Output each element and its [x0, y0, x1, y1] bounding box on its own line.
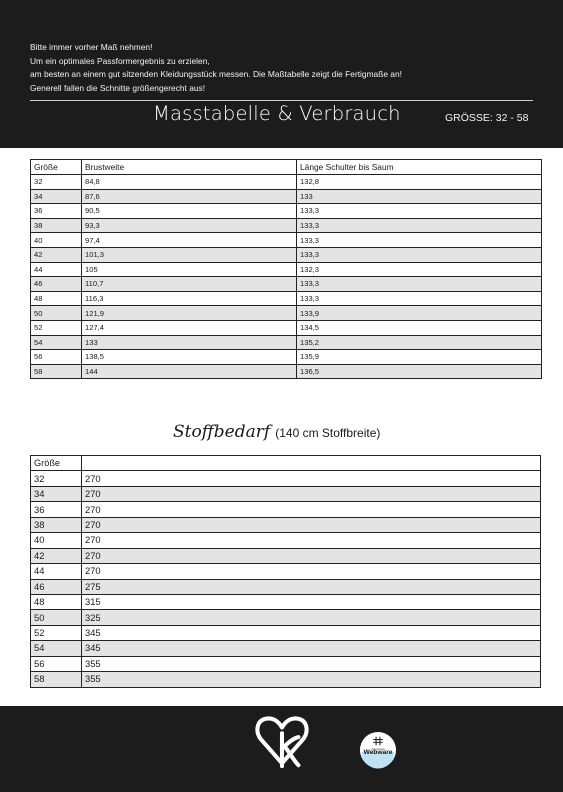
table-row — [31, 350, 542, 365]
table-row — [31, 364, 542, 379]
value-cell: 144 — [82, 364, 297, 379]
measurement-table — [30, 159, 542, 379]
value-cell: 133,3 — [297, 247, 542, 262]
table-row — [31, 189, 542, 204]
size-cell: 58 — [31, 672, 82, 687]
size-cell: 36 — [31, 204, 82, 219]
table-row — [31, 579, 541, 594]
size-cell: 40 — [31, 533, 82, 548]
value-cell: 345 — [82, 641, 541, 656]
intro-line: am besten an einem gut sitzenden Kleidungsstück messen. Die Maßtabelle zeigt die Fertigmaße an! — [30, 69, 402, 79]
size-cell: 46 — [31, 579, 82, 594]
table-row — [31, 610, 541, 625]
table-row — [31, 277, 542, 292]
value-cell: 136,5 — [297, 364, 542, 379]
value-cell: 133,3 — [297, 233, 542, 248]
value-cell: 133,9 — [297, 306, 542, 321]
table-header-row — [31, 456, 541, 471]
size-cell: 38 — [31, 218, 82, 233]
table-row — [31, 175, 542, 190]
value-cell: 270 — [82, 517, 541, 532]
table-row — [31, 502, 541, 517]
value-cell: 133 — [82, 335, 297, 350]
value-cell: 87,6 — [82, 189, 297, 204]
table-row — [31, 517, 541, 532]
value-cell: 134,5 — [297, 320, 542, 335]
table-row — [31, 548, 541, 563]
table-row — [31, 233, 542, 248]
intro-line: Um ein optimales Passformergebnis zu erzielen, — [30, 55, 210, 66]
size-cell: 38 — [31, 517, 82, 532]
header-cell-size: Größe — [31, 160, 82, 175]
header-banner — [0, 0, 563, 148]
value-cell: 133,3 — [297, 218, 542, 233]
value-cell: 133 — [297, 189, 542, 204]
table-row — [31, 656, 541, 671]
value-cell: 135,9 — [297, 350, 542, 365]
value-cell: 105 — [82, 262, 297, 277]
size-cell: 50 — [31, 610, 82, 625]
size-cell: 34 — [31, 189, 82, 204]
fabric-heading — [173, 422, 380, 442]
value-cell: 133,3 — [297, 291, 542, 306]
size-cell: 56 — [31, 656, 82, 671]
table-row — [31, 672, 541, 687]
value-cell: 116,3 — [82, 291, 297, 306]
value-cell: 325 — [82, 610, 541, 625]
table-row — [31, 471, 541, 486]
table-row — [31, 564, 541, 579]
size-cell: 42 — [31, 548, 82, 563]
size-cell: 42 — [31, 247, 82, 262]
badge-label: Webware — [363, 748, 393, 756]
size-cell: 48 — [31, 594, 82, 609]
fabric-width-note: (140 cm Stoffbreite) — [275, 426, 381, 440]
fabric-table — [30, 455, 541, 688]
size-cell: 48 — [31, 291, 82, 306]
value-cell: 355 — [82, 656, 541, 671]
intro-line: Generell fallen die Schnitte größengerecht aus! — [30, 82, 206, 93]
table-row — [31, 594, 541, 609]
value-cell: 135,2 — [297, 335, 542, 350]
value-cell: 138,5 — [82, 350, 297, 365]
table-row — [31, 625, 541, 640]
table-row — [31, 204, 542, 219]
table-row — [31, 306, 542, 321]
value-cell: 270 — [82, 471, 541, 486]
size-cell: 40 — [31, 233, 82, 248]
value-cell: 93,3 — [82, 218, 297, 233]
value-cell: 127,4 — [82, 320, 297, 335]
size-range-label: GRÖSSE: 32 - 58 — [445, 112, 529, 124]
header-cell-size: Größe — [31, 456, 82, 471]
header-cell-amount — [82, 456, 541, 471]
header-divider — [30, 100, 533, 101]
value-cell: 132,8 — [297, 175, 542, 190]
value-cell: 270 — [82, 564, 541, 579]
intro-text — [30, 41, 540, 95]
size-cell: 56 — [31, 350, 82, 365]
value-cell: 97,4 — [82, 233, 297, 248]
size-cell: 52 — [31, 625, 82, 640]
value-cell: 355 — [82, 672, 541, 687]
value-cell: 133,3 — [297, 204, 542, 219]
size-cell: 54 — [31, 641, 82, 656]
table-row — [31, 533, 541, 548]
value-cell: 90,5 — [82, 204, 297, 219]
size-cell: 44 — [31, 564, 82, 579]
value-cell: 110,7 — [82, 277, 297, 292]
value-cell: 270 — [82, 548, 541, 563]
intro-line: Bitte immer vorher Maß nehmen! — [30, 42, 153, 52]
table-row — [31, 262, 542, 277]
size-cell: 34 — [31, 486, 82, 501]
value-cell: 270 — [82, 533, 541, 548]
value-cell: 345 — [82, 625, 541, 640]
table-row — [31, 486, 541, 501]
page-title: Masstabelle & Verbrauch — [153, 102, 401, 125]
value-cell: 121,9 — [82, 306, 297, 321]
value-cell: 132,3 — [297, 262, 542, 277]
header-cell-length: Länge Schulter bis Saum — [297, 160, 542, 175]
value-cell: 270 — [82, 502, 541, 517]
webware-badge-icon — [359, 731, 397, 769]
size-cell: 50 — [31, 306, 82, 321]
table-row — [31, 291, 542, 306]
table-header-row — [31, 160, 542, 175]
table-row — [31, 320, 542, 335]
value-cell: 101,3 — [82, 247, 297, 262]
size-cell: 44 — [31, 262, 82, 277]
size-cell: 58 — [31, 364, 82, 379]
size-cell: 52 — [31, 320, 82, 335]
value-cell: 133,3 — [297, 277, 542, 292]
size-cell: 46 — [31, 277, 82, 292]
size-cell: 32 — [31, 175, 82, 190]
table-row — [31, 218, 542, 233]
value-cell: 84,8 — [82, 175, 297, 190]
heart-k-logo-icon — [253, 712, 311, 770]
size-cell: 36 — [31, 502, 82, 517]
table-row — [31, 335, 542, 350]
header-cell-chest: Brustweite — [82, 160, 297, 175]
value-cell: 270 — [82, 486, 541, 501]
table-row — [31, 247, 542, 262]
size-cell: 32 — [31, 471, 82, 486]
table-row — [31, 641, 541, 656]
size-cell: 54 — [31, 335, 82, 350]
value-cell: 315 — [82, 594, 541, 609]
fabric-heading-script: Stoffbedarf — [173, 422, 271, 442]
value-cell: 275 — [82, 579, 541, 594]
